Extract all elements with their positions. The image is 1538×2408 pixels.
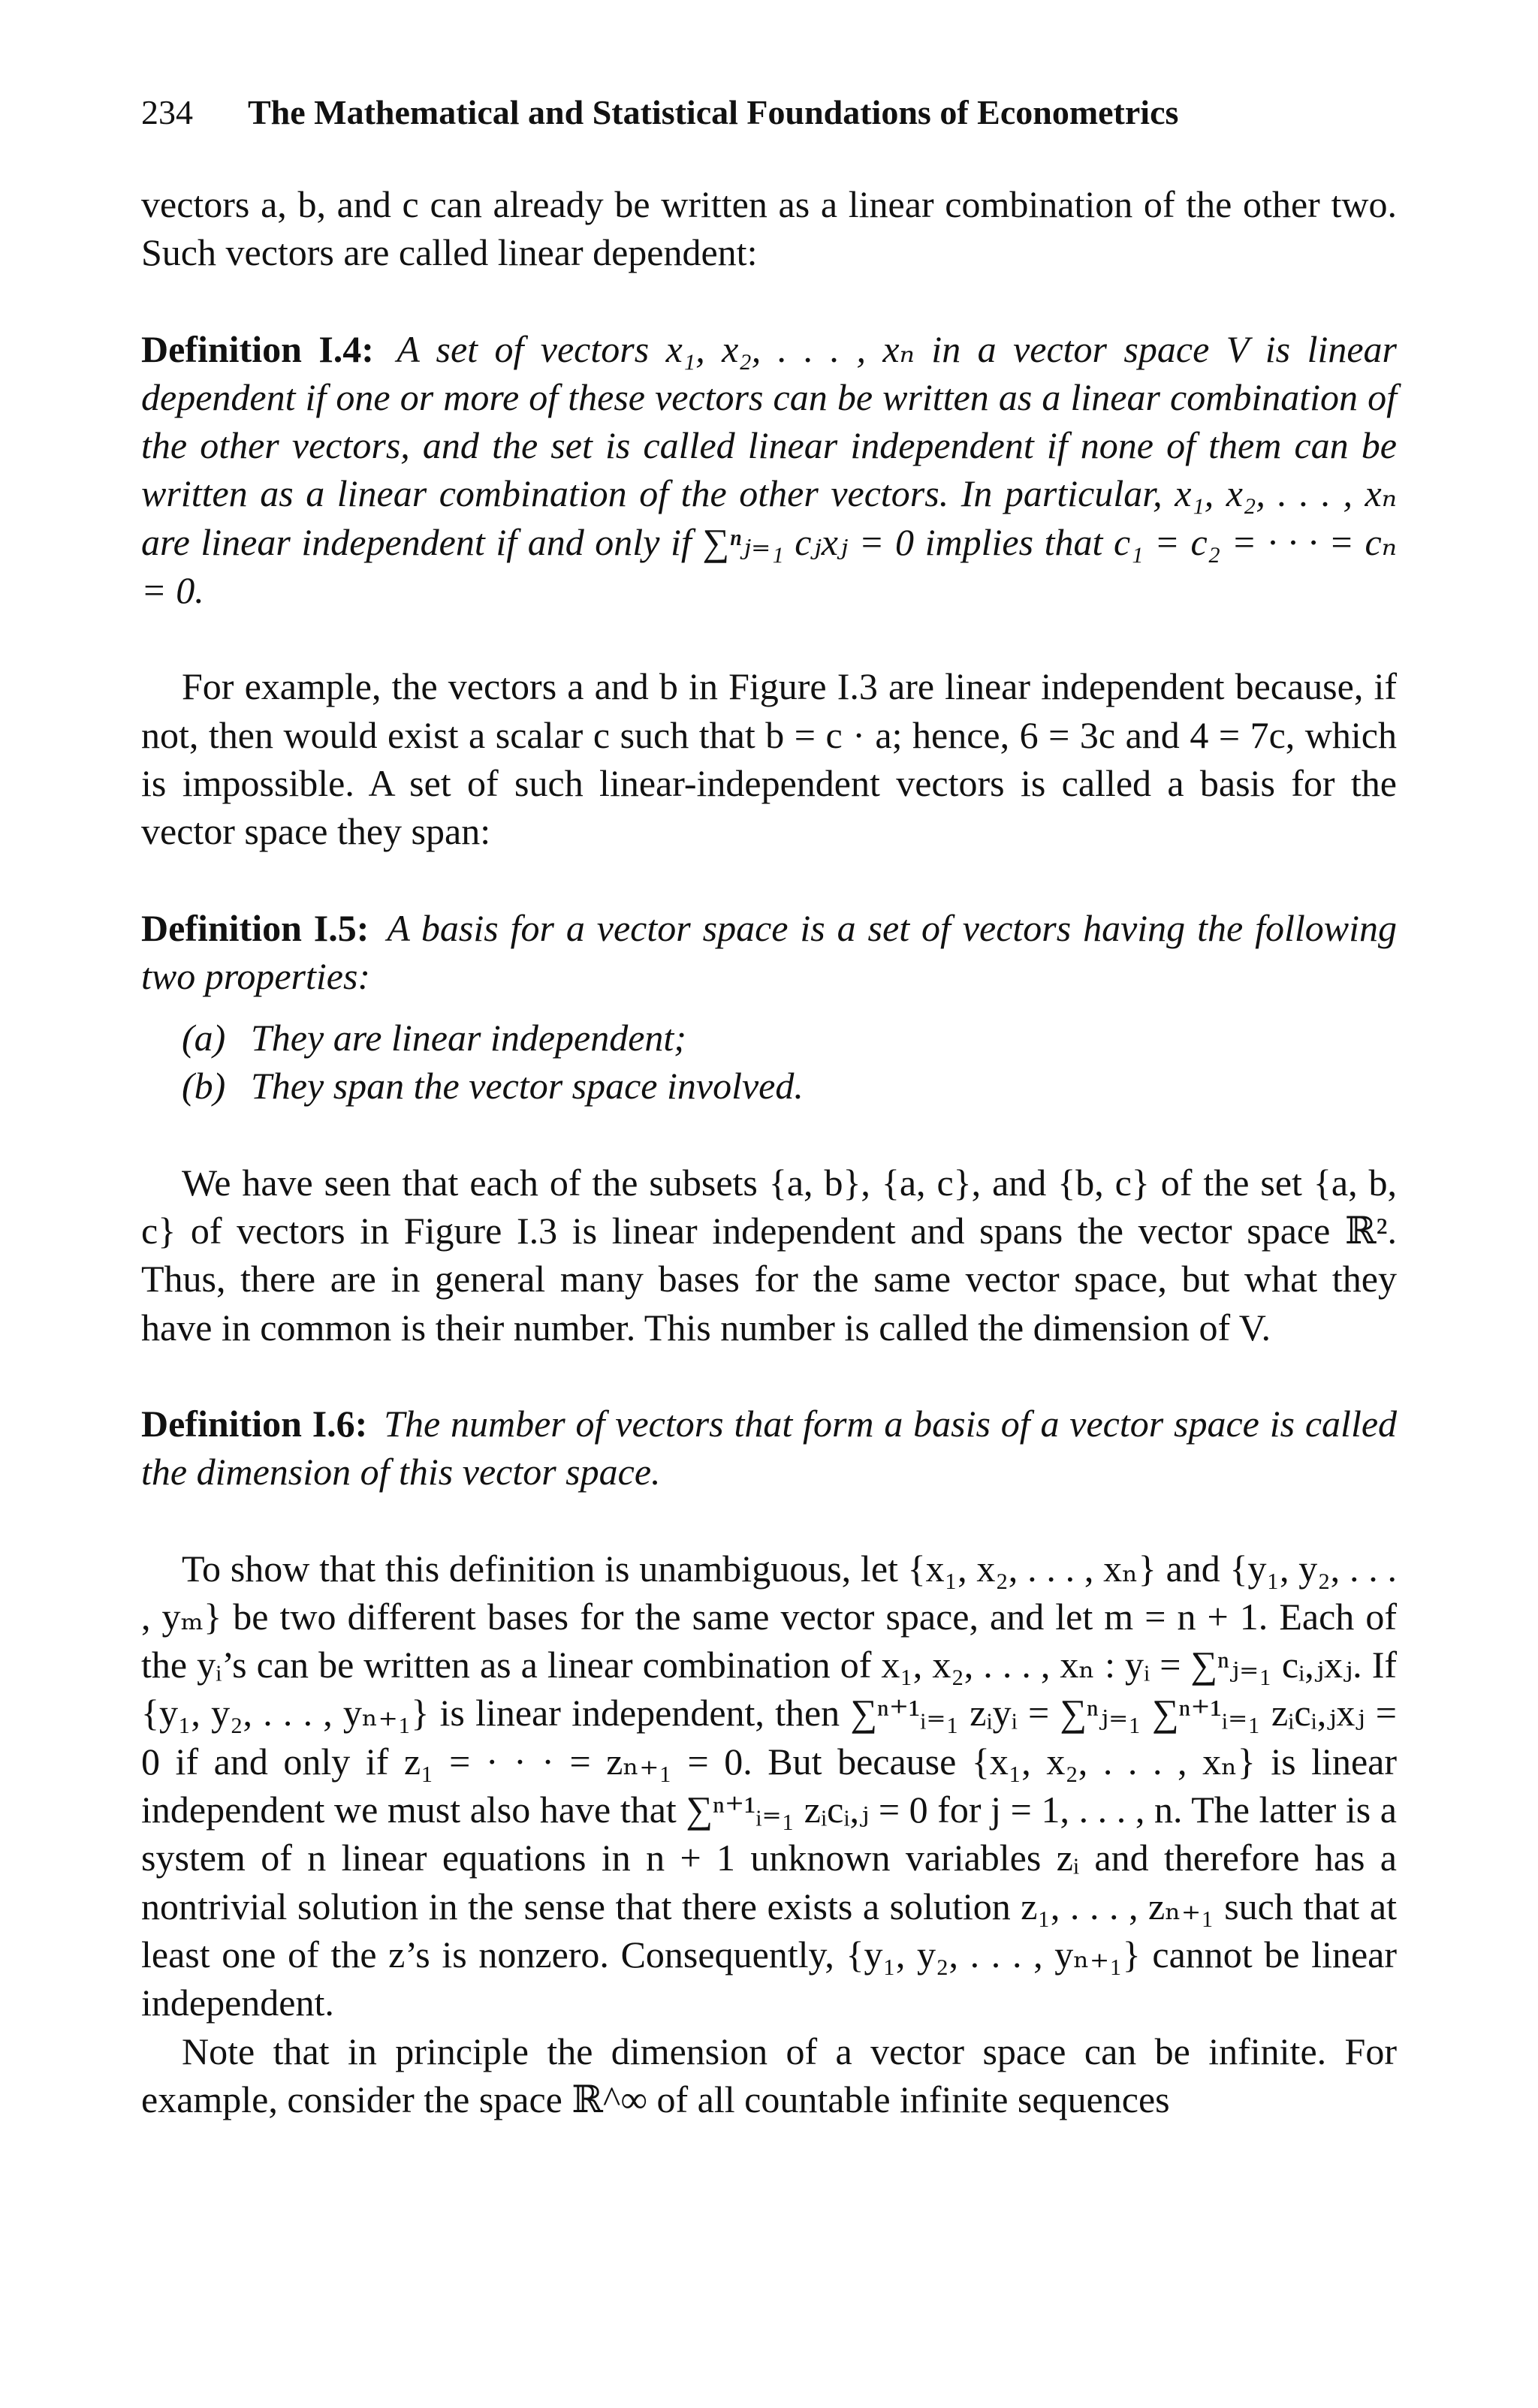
definition-i5 — [141, 904, 1397, 1001]
list-item-label: (b) — [182, 1065, 226, 1108]
definition-i4 — [141, 325, 1397, 615]
paragraph-5: Note that in principle the dimension of a vector space can be infinite. For example, consider the space ℝ^∞ of all countable infinite sequences — [141, 2030, 1397, 2120]
page-number: 234 — [141, 93, 193, 131]
running-header — [141, 89, 1397, 137]
definition-i6-text: The number of vectors that form a basis of a vector space is called the dimension of this vector space. — [141, 1402, 1398, 1493]
definition-i5-label: Definition I.5: — [141, 906, 369, 949]
paragraph-4: To show that this definition is unambiguous, let {x₁, x₂, . . . , xₙ} and {y₁, y₂, . . . , yₘ} be two different bases for the same vector space, and let m = n + 1. Each of the yᵢ’s can be written as a linear combination of x₁, x₂, . . . , xₙ : yᵢ = ∑ⁿⱼ₌₁ cᵢ,ⱼxⱼ. If {y₁, y₂, . . . , yₙ₊₁} is linear independent, then ∑ⁿ⁺¹ᵢ₌₁ zᵢyᵢ = ∑ⁿⱼ₌₁ ∑ⁿ⁺¹ᵢ₌₁ zᵢcᵢ,ⱼxⱼ = 0 if and only if z₁ = · · · = zₙ₊₁ = 0. But because {x₁, x₂, . . . , xₙ} is linear independent we must also have that ∑ⁿ⁺¹ᵢ₌₁ zᵢcᵢ,ⱼ = 0 for j = 1, . . . , n. The latter is a system of n linear equations in n + 1 unknown variables zᵢ and therefore has a nontrivial solution in the sense that there exists a solution z₁, . . . , zₙ₊₁ such that at least one of the z’s is nonzero. Consequently, {y₁, y₂, . . . , yₙ₊₁} cannot be linear independent. — [141, 1547, 1397, 2024]
paragraph-1: vectors a, b, and c can already be written as a linear combination of the other two. Such vectors are called linear dependent: — [141, 183, 1397, 274]
list-item-text: They are linear independent; — [251, 1017, 686, 1059]
basis-properties-list — [141, 1014, 1397, 1111]
definition-i6 — [141, 1400, 1397, 1496]
definition-i4-label: Definition I.4: — [141, 327, 374, 370]
paragraph-2: For example, the vectors a and b in Figure I.3 are linear independent because, if not, then would exist a scalar c such that b = c · a; hence, 6 = 3c and 4 = 7c, which is impossible. A set of such linear-independent vectors is called a basis for the vector space they span: — [141, 665, 1397, 853]
definition-i5-text: A basis for a vector space is a set of vectors having the following two properties: — [141, 906, 1398, 997]
definition-i4-text: A set of vectors x₁, x₂, . . . , xₙ in a vector space V is linear dependent if one or more of these vectors can be written as a linear combination of the other vectors, and the set is called linear independent if none of them can be written as a linear combination of the other vectors. In particular, x₁, x₂, . . . , xₙ are linear independent if and only if ∑ⁿⱼ₌₁ cⱼxⱼ = 0 implies that c₁ = c₂ = · · · = cₙ = 0. — [141, 327, 1398, 612]
list-item — [141, 1014, 1397, 1062]
definition-i6-label: Definition I.6: — [141, 1402, 368, 1445]
paragraph-3: We have seen that each of the subsets {a, b}, {a, c}, and {b, c} of the set {a, b, c} of vectors in Figure I.3 is linear independent and spans the vector space ℝ². Thus, there are in general many bases for the same vector space, but what they have in common is their number. This number is called the dimension of V. — [141, 1161, 1397, 1349]
list-item-label: (a) — [182, 1017, 226, 1059]
running-title: The Mathematical and Statistical Foundations of Econometrics — [248, 93, 1179, 131]
page-content — [141, 89, 1397, 2123]
list-item-text: They span the vector space involved. — [251, 1065, 804, 1108]
list-item — [141, 1062, 1397, 1110]
